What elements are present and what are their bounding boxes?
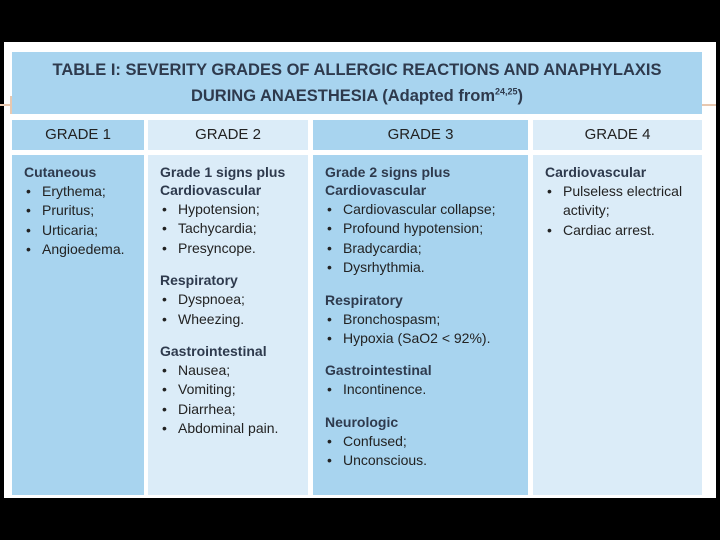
- item-list: [160, 361, 308, 439]
- table-title-references: 24,25: [495, 86, 518, 97]
- column-intro: Grade 2 signs plus: [325, 164, 451, 180]
- list-item: • Bronchospasm;: [325, 310, 528, 329]
- list-item: • Cardiovascular collapse;: [325, 200, 528, 219]
- list-item: • Vomiting;: [160, 380, 308, 399]
- table-title-line2: [12, 83, 702, 109]
- item-list: [24, 182, 144, 260]
- list-item: • Erythema;: [24, 182, 144, 201]
- list-item: • Hypotension;: [160, 200, 308, 219]
- section-cutaneous: [24, 163, 144, 260]
- table-title-line1: TABLE I: SEVERITY GRADES OF ALLERGIC REACTIONS AND ANAPHYLAXIS: [52, 61, 662, 79]
- table-title-line2-text: DURING ANAESTHESIA (Adapted from: [190, 87, 495, 105]
- section-cardiovascular: [545, 163, 702, 240]
- list-item: • Bradycardia;: [325, 239, 528, 258]
- column-intro: Grade 1 signs plus: [160, 164, 286, 180]
- item-list: [325, 200, 528, 278]
- list-item: • Incontinence.: [325, 380, 528, 399]
- list-item: • Cardiac arrest.: [545, 221, 702, 240]
- list-item: • Diarrhea;: [160, 400, 308, 419]
- list-item: • Pulseless electrical activity;: [545, 182, 702, 221]
- header-grade-1: GRADE 1: [12, 120, 144, 150]
- item-list: [160, 290, 308, 329]
- column-grade-2: [148, 155, 308, 495]
- column-grade-1: [12, 155, 144, 495]
- item-list: [160, 200, 308, 258]
- list-item: • Pruritus;: [24, 201, 144, 220]
- list-item: • Nausea;: [160, 361, 308, 380]
- list-item: • Presyncope.: [160, 239, 308, 258]
- header-grade-3: GRADE 3: [313, 120, 528, 150]
- section-gastrointestinal: [325, 361, 528, 399]
- list-item: • Dyspnoea;: [160, 290, 308, 309]
- item-list: [545, 182, 702, 240]
- column-grade-4: [533, 155, 702, 495]
- header-grade-4: GRADE 4: [533, 120, 702, 150]
- decorative-line-right: [702, 104, 716, 106]
- table-title-close-paren: ): [517, 87, 524, 105]
- section-cardiovascular: [160, 163, 308, 258]
- section-neurologic: [325, 413, 528, 471]
- section-title: Respiratory: [160, 272, 238, 289]
- section-title: Cutaneous: [24, 164, 97, 180]
- section-respiratory: [160, 271, 308, 329]
- list-item: • Profound hypotension;: [325, 219, 528, 238]
- section-gastrointestinal: [160, 342, 308, 439]
- list-item: • Urticaria;: [24, 221, 144, 240]
- column-grade-3: [313, 155, 528, 495]
- list-item: • Hypoxia (SaO2 < 92%).: [325, 329, 528, 348]
- list-item: • Unconscious.: [325, 451, 528, 470]
- section-title: Cardiovascular: [160, 182, 262, 198]
- section-cardiovascular: [325, 163, 528, 278]
- section-respiratory: [325, 291, 528, 349]
- list-item: • Confused;: [325, 432, 528, 451]
- item-list: [325, 432, 528, 471]
- list-item: • Abdominal pain.: [160, 419, 308, 438]
- section-title: Respiratory: [325, 291, 403, 308]
- section-title: Cardiovascular: [545, 164, 647, 180]
- item-list: [325, 380, 528, 399]
- list-item: • Angioedema.: [24, 240, 144, 259]
- list-item: • Wheezing.: [160, 310, 308, 329]
- list-item: • Dysrhythmia.: [325, 258, 528, 277]
- section-title: Neurologic: [325, 413, 399, 430]
- header-grade-2: GRADE 2: [148, 120, 308, 150]
- item-list: [325, 310, 528, 349]
- section-title: Gastrointestinal: [325, 362, 432, 379]
- table-title: [12, 52, 702, 114]
- section-title: Gastrointestinal: [160, 343, 267, 360]
- list-item: • Tachycardia;: [160, 219, 308, 238]
- decorative-line-left: [0, 104, 10, 106]
- section-title: Cardiovascular: [325, 182, 427, 198]
